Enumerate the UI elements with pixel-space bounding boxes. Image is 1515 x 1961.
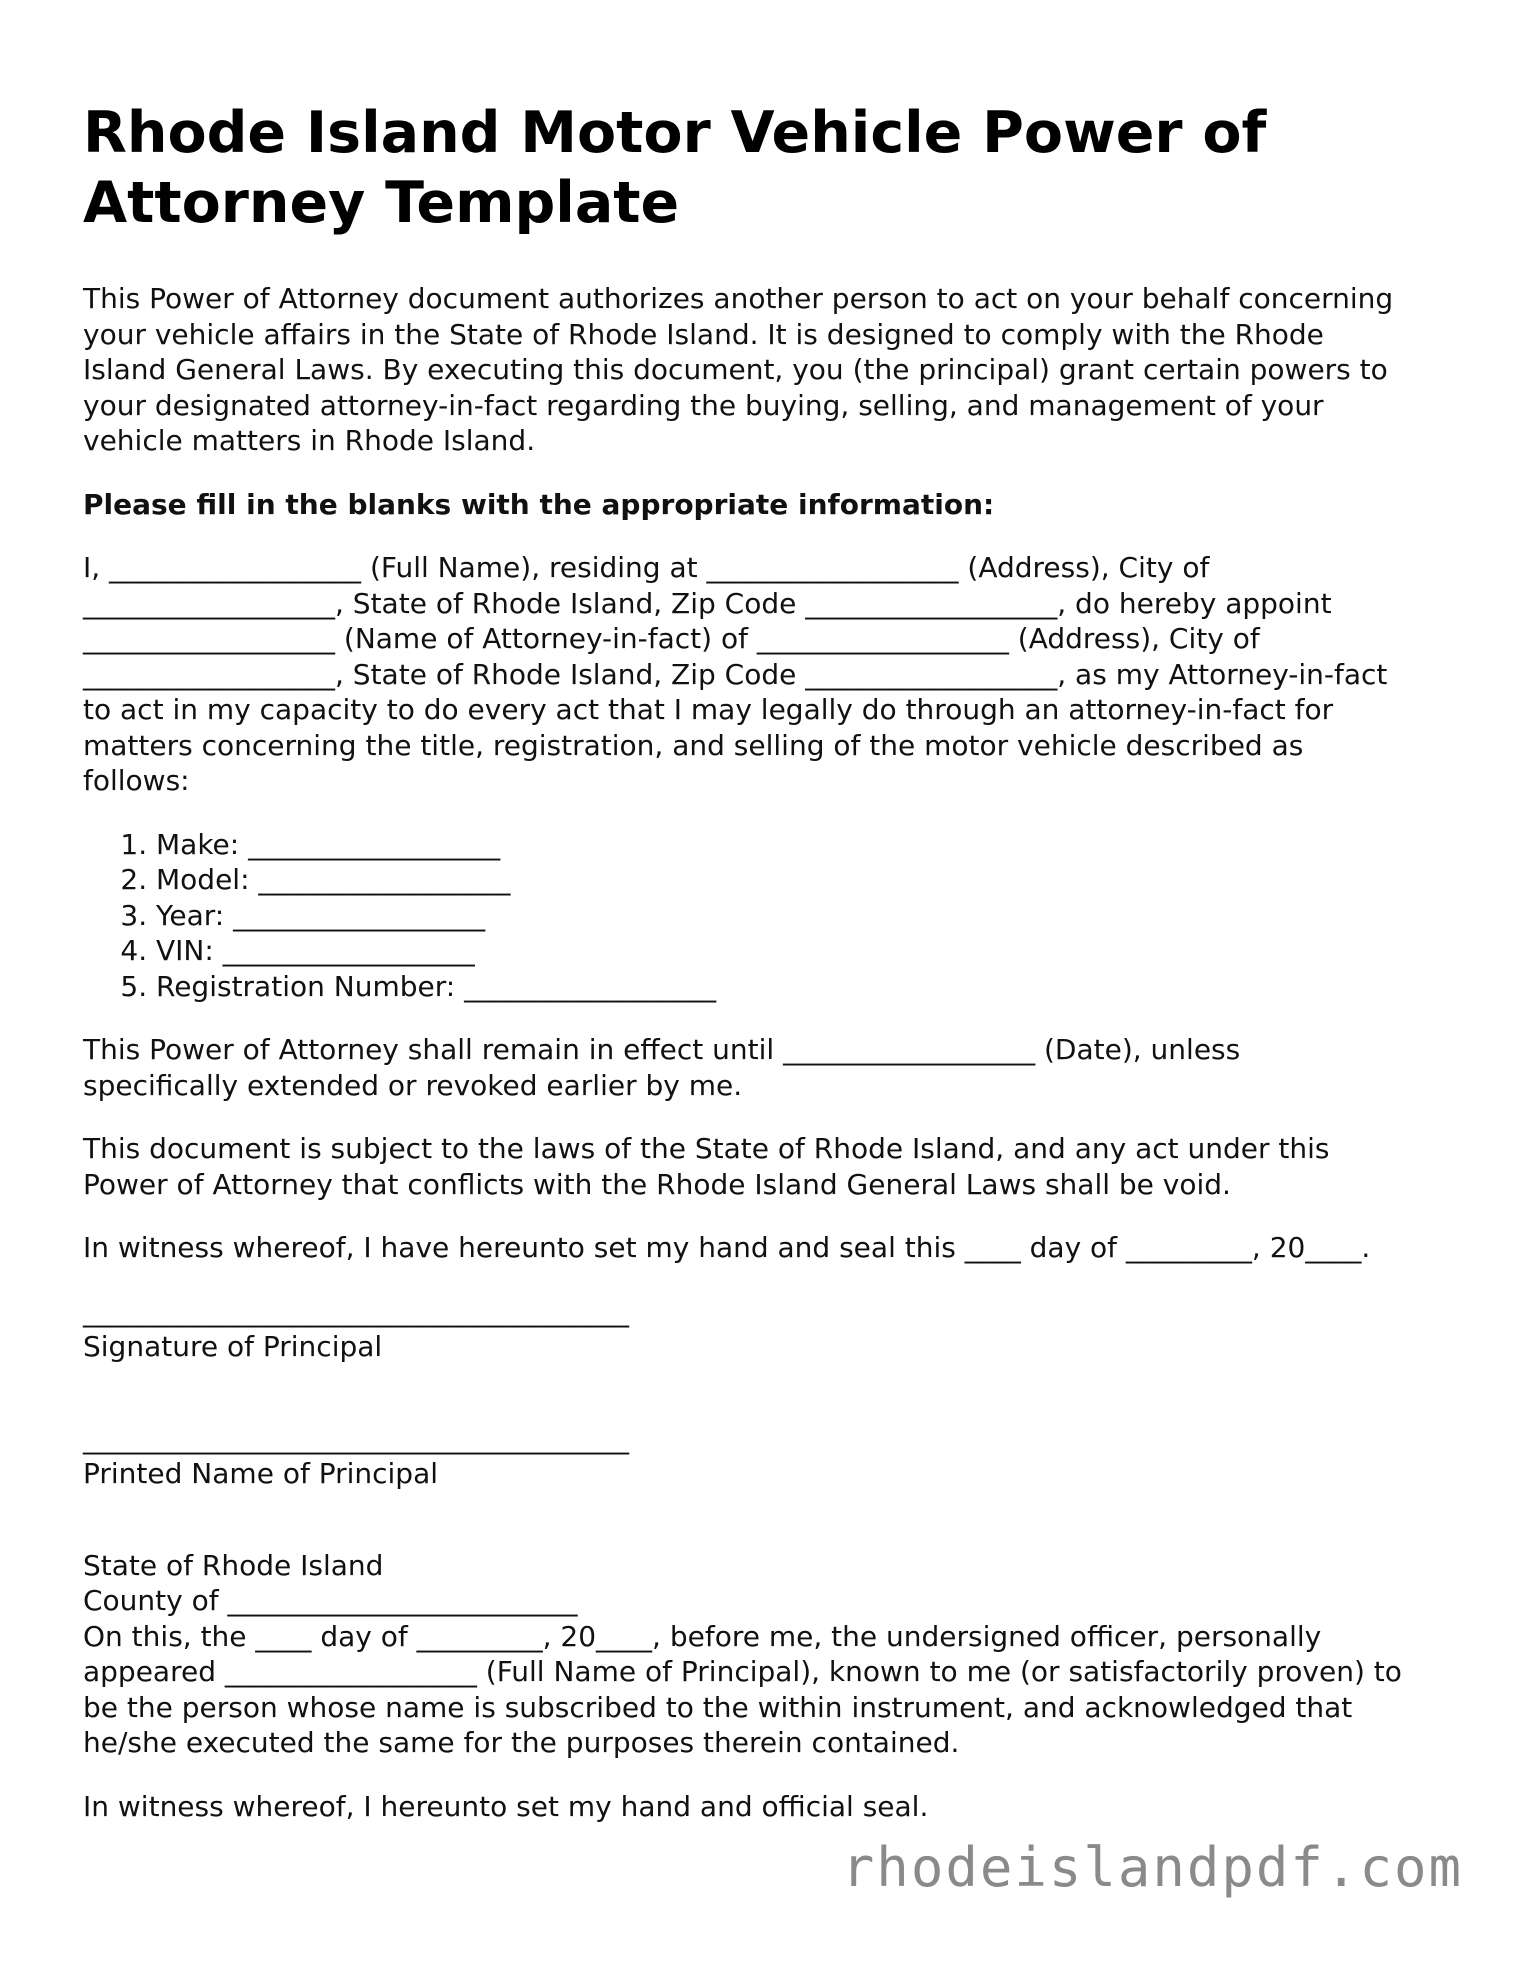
printed-name-label: Printed Name of Principal	[83, 1457, 439, 1490]
law-paragraph: This document is subject to the laws of the State of Rhode Island, and any act under this Power of Attorney that conflicts with the Rhode Island General Laws shall be void.	[83, 1132, 1330, 1201]
vehicle-details-list	[83, 827, 1403, 1005]
site-watermark: rhodeislandpdf.com	[841, 1836, 1463, 1899]
intro-paragraph: This Power of Attorney document authorizes another person to act on your behalf concerning your vehicle affairs in the State of Rhode Island. It is designed to comply with the Rhode Island General Laws. By executing this document, you (the principal) grant certain powers to your designated attorney-in-fact regarding the buying, selling, and management of your vehicle matters in Rhode Island.	[83, 282, 1394, 457]
vehicle-year-item: 3. Year: __________________	[156, 898, 1403, 934]
principal-signature-block	[83, 1294, 1403, 1548]
witness-paragraph: In witness whereof, I have hereunto set my hand and seal this ____ day of _________, 20____.	[83, 1231, 1371, 1264]
notary-county: County of _________________________	[83, 1584, 578, 1617]
document-title: Rhode Island Motor Vehicle Power of Attorney Template	[83, 100, 1267, 236]
notary-state: State of Rhode Island	[83, 1548, 384, 1582]
vehicle-vin-item: 4. VIN: __________________	[156, 933, 1403, 969]
effect-paragraph: This Power of Attorney shall remain in effect until __________________ (Date), unless specifically extended or revoked earlier by me.	[83, 1033, 1241, 1102]
vehicle-make-item: 1. Make: __________________	[156, 827, 1403, 863]
signature-line: _______________________________________	[83, 1294, 629, 1328]
notary-body: On this, the ____ day of _________, 20____, before me, the undersigned officer, personally appeared __________________ (Full Name of Principal), known to me (or satisfactorily proven) to be the person whose name is subscribed to the within instrument, and acknowledged that he/she executed the same for the purposes therein contained.	[83, 1619, 1402, 1759]
vehicle-registration-item: 5. Registration Number: __________________	[156, 969, 1403, 1005]
notary-witness: In witness whereof, I hereunto set my hand and official seal.	[83, 1789, 929, 1823]
appointment-paragraph: I, __________________ (Full Name), residing at __________________ (Address), City of __________________, State of Rhode Island, Zip Code __________________, do hereby appoint __________________ (Name of Attorney-in-fact) of __________________ (Address), City of __________________, State of Rhode Island, Zip Code __________________, as my Attorney-in-fact to act in my capacity to do every act that I may legally do through an attorney-in-fact for matters concerning the title, registration, and selling of the motor vehicle described as follows:	[83, 551, 1388, 797]
instruction-text: Please fill in the blanks with the appropriate information:	[83, 487, 995, 521]
notary-acknowledgment	[83, 1548, 1403, 1825]
signature-label: Signature of Principal	[83, 1330, 383, 1363]
document-page	[83, 98, 1403, 1852]
vehicle-model-item: 2. Model: __________________	[156, 862, 1403, 898]
printed-name-line: _______________________________________	[83, 1421, 629, 1455]
